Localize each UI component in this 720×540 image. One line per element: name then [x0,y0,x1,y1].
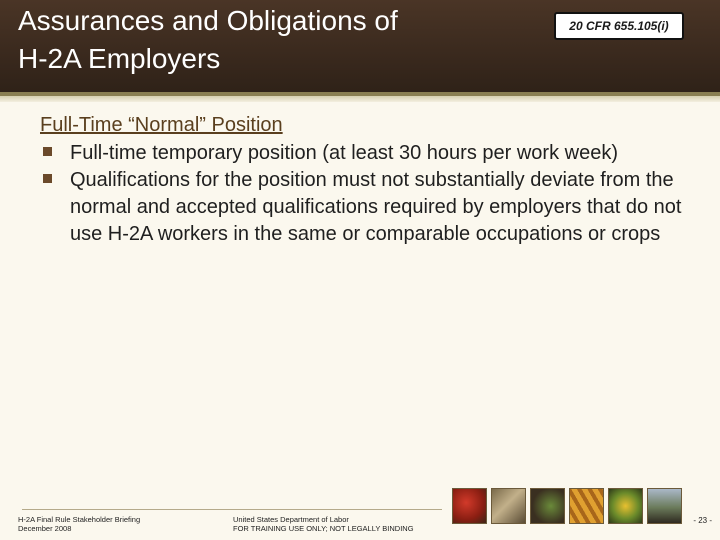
orchard-photo [608,488,643,524]
worker-photo [491,488,526,524]
slide-content [40,112,704,248]
produce-photo [452,488,487,524]
square-bullet-icon [43,147,52,156]
header-divider-shadow [0,96,720,102]
page-number: - 23 - [693,516,712,525]
footer-disclaimer: FOR TRAINING USE ONLY; NOT LEGALLY BINDING [233,524,414,533]
agriculture-photo-strip [452,488,690,526]
bullet-text: Full-time temporary position (at least 30 hours per work week) [70,142,618,164]
cfr-reference-badge: 20 CFR 655.105(i) [554,12,684,40]
bullet-text: Qualifications for the position must not substantially deviate from the normal and accepted qualifications required by employers that do not use H-2A workers in the same or comparable occupations or crops [70,169,682,245]
header-bar [0,0,720,92]
bullet-list [40,140,704,248]
slide-title [18,2,538,78]
harvester-photo [647,488,682,524]
footer-divider [22,509,442,510]
footer-briefing-info [18,515,218,533]
slide-title-line-1: Assurances and Obligations of [18,5,398,36]
footer-agency-info [233,515,463,533]
honeycomb-photo [569,488,604,524]
footer-agency: United States Department of Labor [233,515,349,524]
field-photo [530,488,565,524]
slide-title-line-2: H-2A Employers [18,43,221,74]
footer-date: December 2008 [18,524,72,533]
bullet-item [40,140,704,167]
section-heading: Full-Time “Normal” Position [40,114,283,136]
footer-briefing-title: H-2A Final Rule Stakeholder Briefing [18,515,141,524]
bullet-item [40,167,704,248]
square-bullet-icon [43,174,52,183]
